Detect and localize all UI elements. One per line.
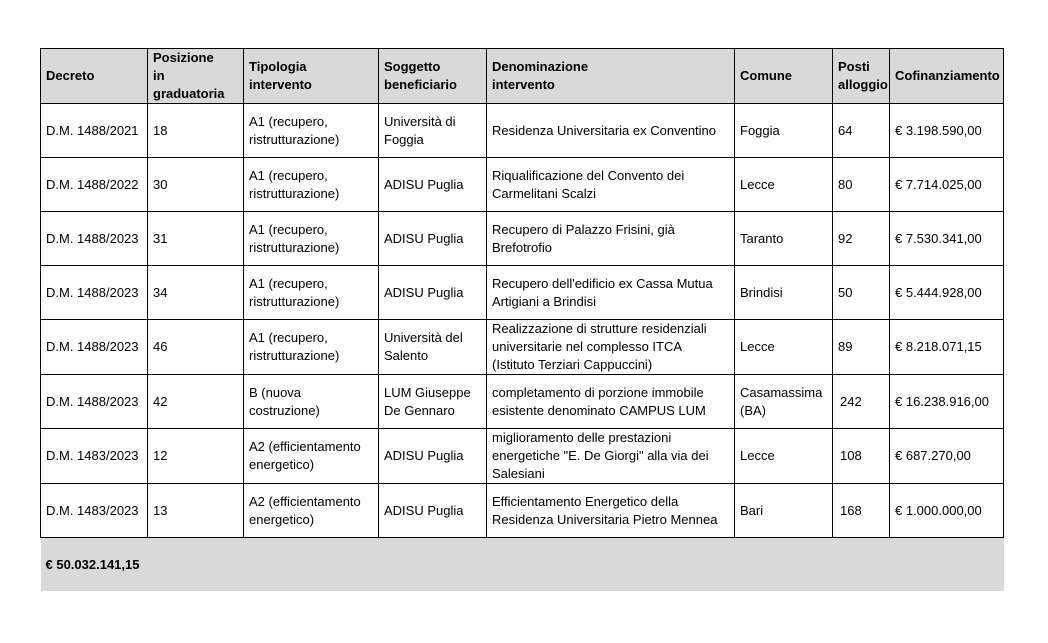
cell-posizione: 46: [148, 320, 244, 375]
table-row: [41, 212, 1004, 266]
cell-comune: [735, 104, 833, 158]
cell-cofinanziamento: € 7.714.025,00: [890, 158, 1004, 212]
comune-line: (BA): [740, 402, 766, 418]
tipologia-line: costruzione): [249, 402, 320, 418]
cell-tipologia: [244, 158, 379, 212]
header-posizione: Posizione in graduatoria: [148, 49, 244, 104]
cell-tipologia: [244, 429, 379, 484]
comune-line: Foggia: [740, 122, 780, 138]
cell-decreto: D.M. 1483/2023: [41, 429, 148, 484]
comune-line: Lecce: [740, 339, 775, 354]
cell-soggetto: [379, 104, 487, 158]
cell-soggetto: [379, 484, 487, 538]
total-row: [41, 538, 1004, 592]
cell-soggetto: [379, 266, 487, 320]
cell-denominazione: [487, 158, 735, 212]
cell-posizione: 34: [148, 266, 244, 320]
cell-denominazione: [487, 484, 735, 538]
denominazione-line: Riqualificazione del Convento dei: [492, 167, 685, 183]
table-row: [41, 104, 1004, 158]
cell-decreto: D.M. 1488/2021: [41, 104, 148, 158]
cell-posti: 242: [833, 375, 890, 429]
cell-posizione: 31: [148, 212, 244, 266]
tipologia-line: ristrutturazione): [249, 185, 340, 201]
cell-tipologia: [244, 484, 379, 538]
denominazione-line: Brefotrofio: [492, 239, 552, 255]
comune-line: Taranto: [740, 230, 784, 246]
cell-comune: [735, 320, 833, 375]
cell-cofinanziamento: € 687.270,00: [890, 429, 1004, 484]
cell-denominazione: [487, 212, 735, 266]
cell-posti: 89: [833, 320, 890, 375]
table-row: [41, 158, 1004, 212]
table-row: [41, 429, 1004, 484]
table-row: [41, 266, 1004, 320]
cell-tipologia: [244, 320, 379, 375]
soggetto-line: ADISU Puglia: [384, 502, 464, 518]
soggetto-line: ADISU Puglia: [384, 284, 464, 300]
cell-denominazione: [487, 266, 735, 320]
denominazione-line: energetiche "E. De Giorgi" alla via dei: [492, 448, 709, 463]
soggetto-line: Università di: [384, 113, 456, 129]
cell-soggetto: [379, 212, 487, 266]
tipologia-line: ristrutturazione): [249, 348, 340, 363]
header-cofinanziamento: Cofinanziamento: [890, 49, 1004, 104]
table-row: [41, 484, 1004, 538]
cell-decreto: D.M. 1488/2023: [41, 375, 148, 429]
denominazione-line: Carmelitani Scalzi: [492, 185, 597, 201]
cell-posizione: 12: [148, 429, 244, 484]
denominazione-line: Recupero dell'edificio ex Cassa Mutua: [492, 275, 713, 291]
cell-tipologia: [244, 375, 379, 429]
cell-decreto: D.M. 1488/2023: [41, 266, 148, 320]
denominazione-line: universitarie nel complesso ITCA: [492, 339, 683, 354]
tipologia-line: A1 (recupero,: [249, 330, 328, 345]
tipologia-line: A1 (recupero,: [249, 113, 328, 129]
header-comune: Comune: [735, 49, 833, 104]
tipologia-line: A1 (recupero,: [249, 221, 328, 237]
cell-posizione: 42: [148, 375, 244, 429]
tipologia-line: energetico): [249, 511, 315, 527]
cell-soggetto: [379, 375, 487, 429]
cell-denominazione: [487, 375, 735, 429]
header-denominazione: Denominazione intervento: [487, 49, 735, 104]
table-body: [41, 104, 1004, 538]
denominazione-line: Artigiani a Brindisi: [492, 293, 597, 309]
cell-denominazione: [487, 104, 735, 158]
soggetto-line: LUM Giuseppe: [384, 384, 471, 400]
denominazione-line: esistente denominato CAMPUS LUM: [492, 402, 706, 418]
table-row: [41, 320, 1004, 375]
soggetto-line: ADISU Puglia: [384, 448, 464, 463]
funding-table: [40, 48, 1004, 591]
cell-comune: [735, 429, 833, 484]
cell-cofinanziamento: € 16.238.916,00: [890, 375, 1004, 429]
soggetto-line: Università del: [384, 330, 463, 345]
cell-comune: [735, 375, 833, 429]
header-posti: Posti alloggio: [833, 49, 890, 104]
cell-cofinanziamento: € 5.444.928,00: [890, 266, 1004, 320]
comune-line: Bari: [740, 502, 764, 518]
header-tipologia: Tipologia intervento: [244, 49, 379, 104]
cell-denominazione: [487, 429, 735, 484]
cell-denominazione: [487, 320, 735, 375]
tipologia-line: B (nuova: [249, 384, 302, 400]
header-row: [41, 49, 1004, 104]
denominazione-line: Efficientamento Energetico della: [492, 493, 679, 509]
soggetto-line: De Gennaro: [384, 402, 455, 418]
cell-posizione: 13: [148, 484, 244, 538]
comune-line: Lecce: [740, 448, 775, 463]
cell-posti: 108: [833, 429, 890, 484]
comune-line: Casamassima: [740, 384, 823, 400]
table-row: [41, 375, 1004, 429]
cell-comune: [735, 158, 833, 212]
denominazione-line: (Istituto Terziari Cappuccini): [492, 357, 653, 372]
denominazione-line: completamento di porzione immobile: [492, 384, 704, 400]
denominazione-line: Residenza Universitaria Pietro Mennea: [492, 511, 718, 527]
cell-comune: [735, 212, 833, 266]
cell-cofinanziamento: € 7.530.341,00: [890, 212, 1004, 266]
cell-decreto: D.M. 1488/2023: [41, 212, 148, 266]
cell-comune: [735, 484, 833, 538]
cell-comune: [735, 266, 833, 320]
comune-line: Brindisi: [740, 284, 783, 300]
soggetto-line: Salento: [384, 348, 429, 363]
cell-soggetto: [379, 429, 487, 484]
cell-tipologia: [244, 104, 379, 158]
tipologia-line: A2 (efficientamento: [249, 493, 361, 509]
total-amount: € 50.032.141,15: [41, 538, 1004, 592]
cell-decreto: D.M. 1488/2023: [41, 320, 148, 375]
cell-cofinanziamento: € 8.218.071,15: [890, 320, 1004, 375]
cell-posizione: 18: [148, 104, 244, 158]
tipologia-line: ristrutturazione): [249, 239, 340, 255]
tipologia-line: energetico): [249, 457, 315, 472]
cell-posizione: 30: [148, 158, 244, 212]
soggetto-line: ADISU Puglia: [384, 230, 464, 246]
cell-posti: 50: [833, 266, 890, 320]
soggetto-line: ADISU Puglia: [384, 176, 464, 192]
cell-soggetto: [379, 320, 487, 375]
header-decreto: Decreto: [41, 49, 148, 104]
tipologia-line: ristrutturazione): [249, 131, 340, 147]
denominazione-line: miglioramento delle prestazioni: [492, 430, 672, 445]
tipologia-line: A2 (efficientamento: [249, 439, 361, 454]
cell-decreto: D.M. 1488/2022: [41, 158, 148, 212]
cell-cofinanziamento: € 3.198.590,00: [890, 104, 1004, 158]
cell-decreto: D.M. 1483/2023: [41, 484, 148, 538]
cell-tipologia: [244, 266, 379, 320]
denominazione-line: Residenza Universitaria ex Conventino: [492, 122, 717, 138]
cell-posti: 168: [833, 484, 890, 538]
cell-tipologia: [244, 212, 379, 266]
cell-posti: 92: [833, 212, 890, 266]
cell-posti: 80: [833, 158, 890, 212]
cell-cofinanziamento: € 1.000.000,00: [890, 484, 1004, 538]
denominazione-line: Realizzazione di strutture residenziali: [492, 321, 707, 336]
tipologia-line: A1 (recupero,: [249, 275, 328, 291]
cell-posti: 64: [833, 104, 890, 158]
header-soggetto: Soggetto beneficiario: [379, 49, 487, 104]
cell-soggetto: [379, 158, 487, 212]
tipologia-line: ristrutturazione): [249, 293, 340, 309]
denominazione-line: Salesiani: [492, 466, 545, 481]
denominazione-line: Recupero di Palazzo Frisini, già: [492, 221, 675, 237]
soggetto-line: Foggia: [384, 131, 424, 147]
tipologia-line: A1 (recupero,: [249, 167, 328, 183]
comune-line: Lecce: [740, 176, 775, 192]
